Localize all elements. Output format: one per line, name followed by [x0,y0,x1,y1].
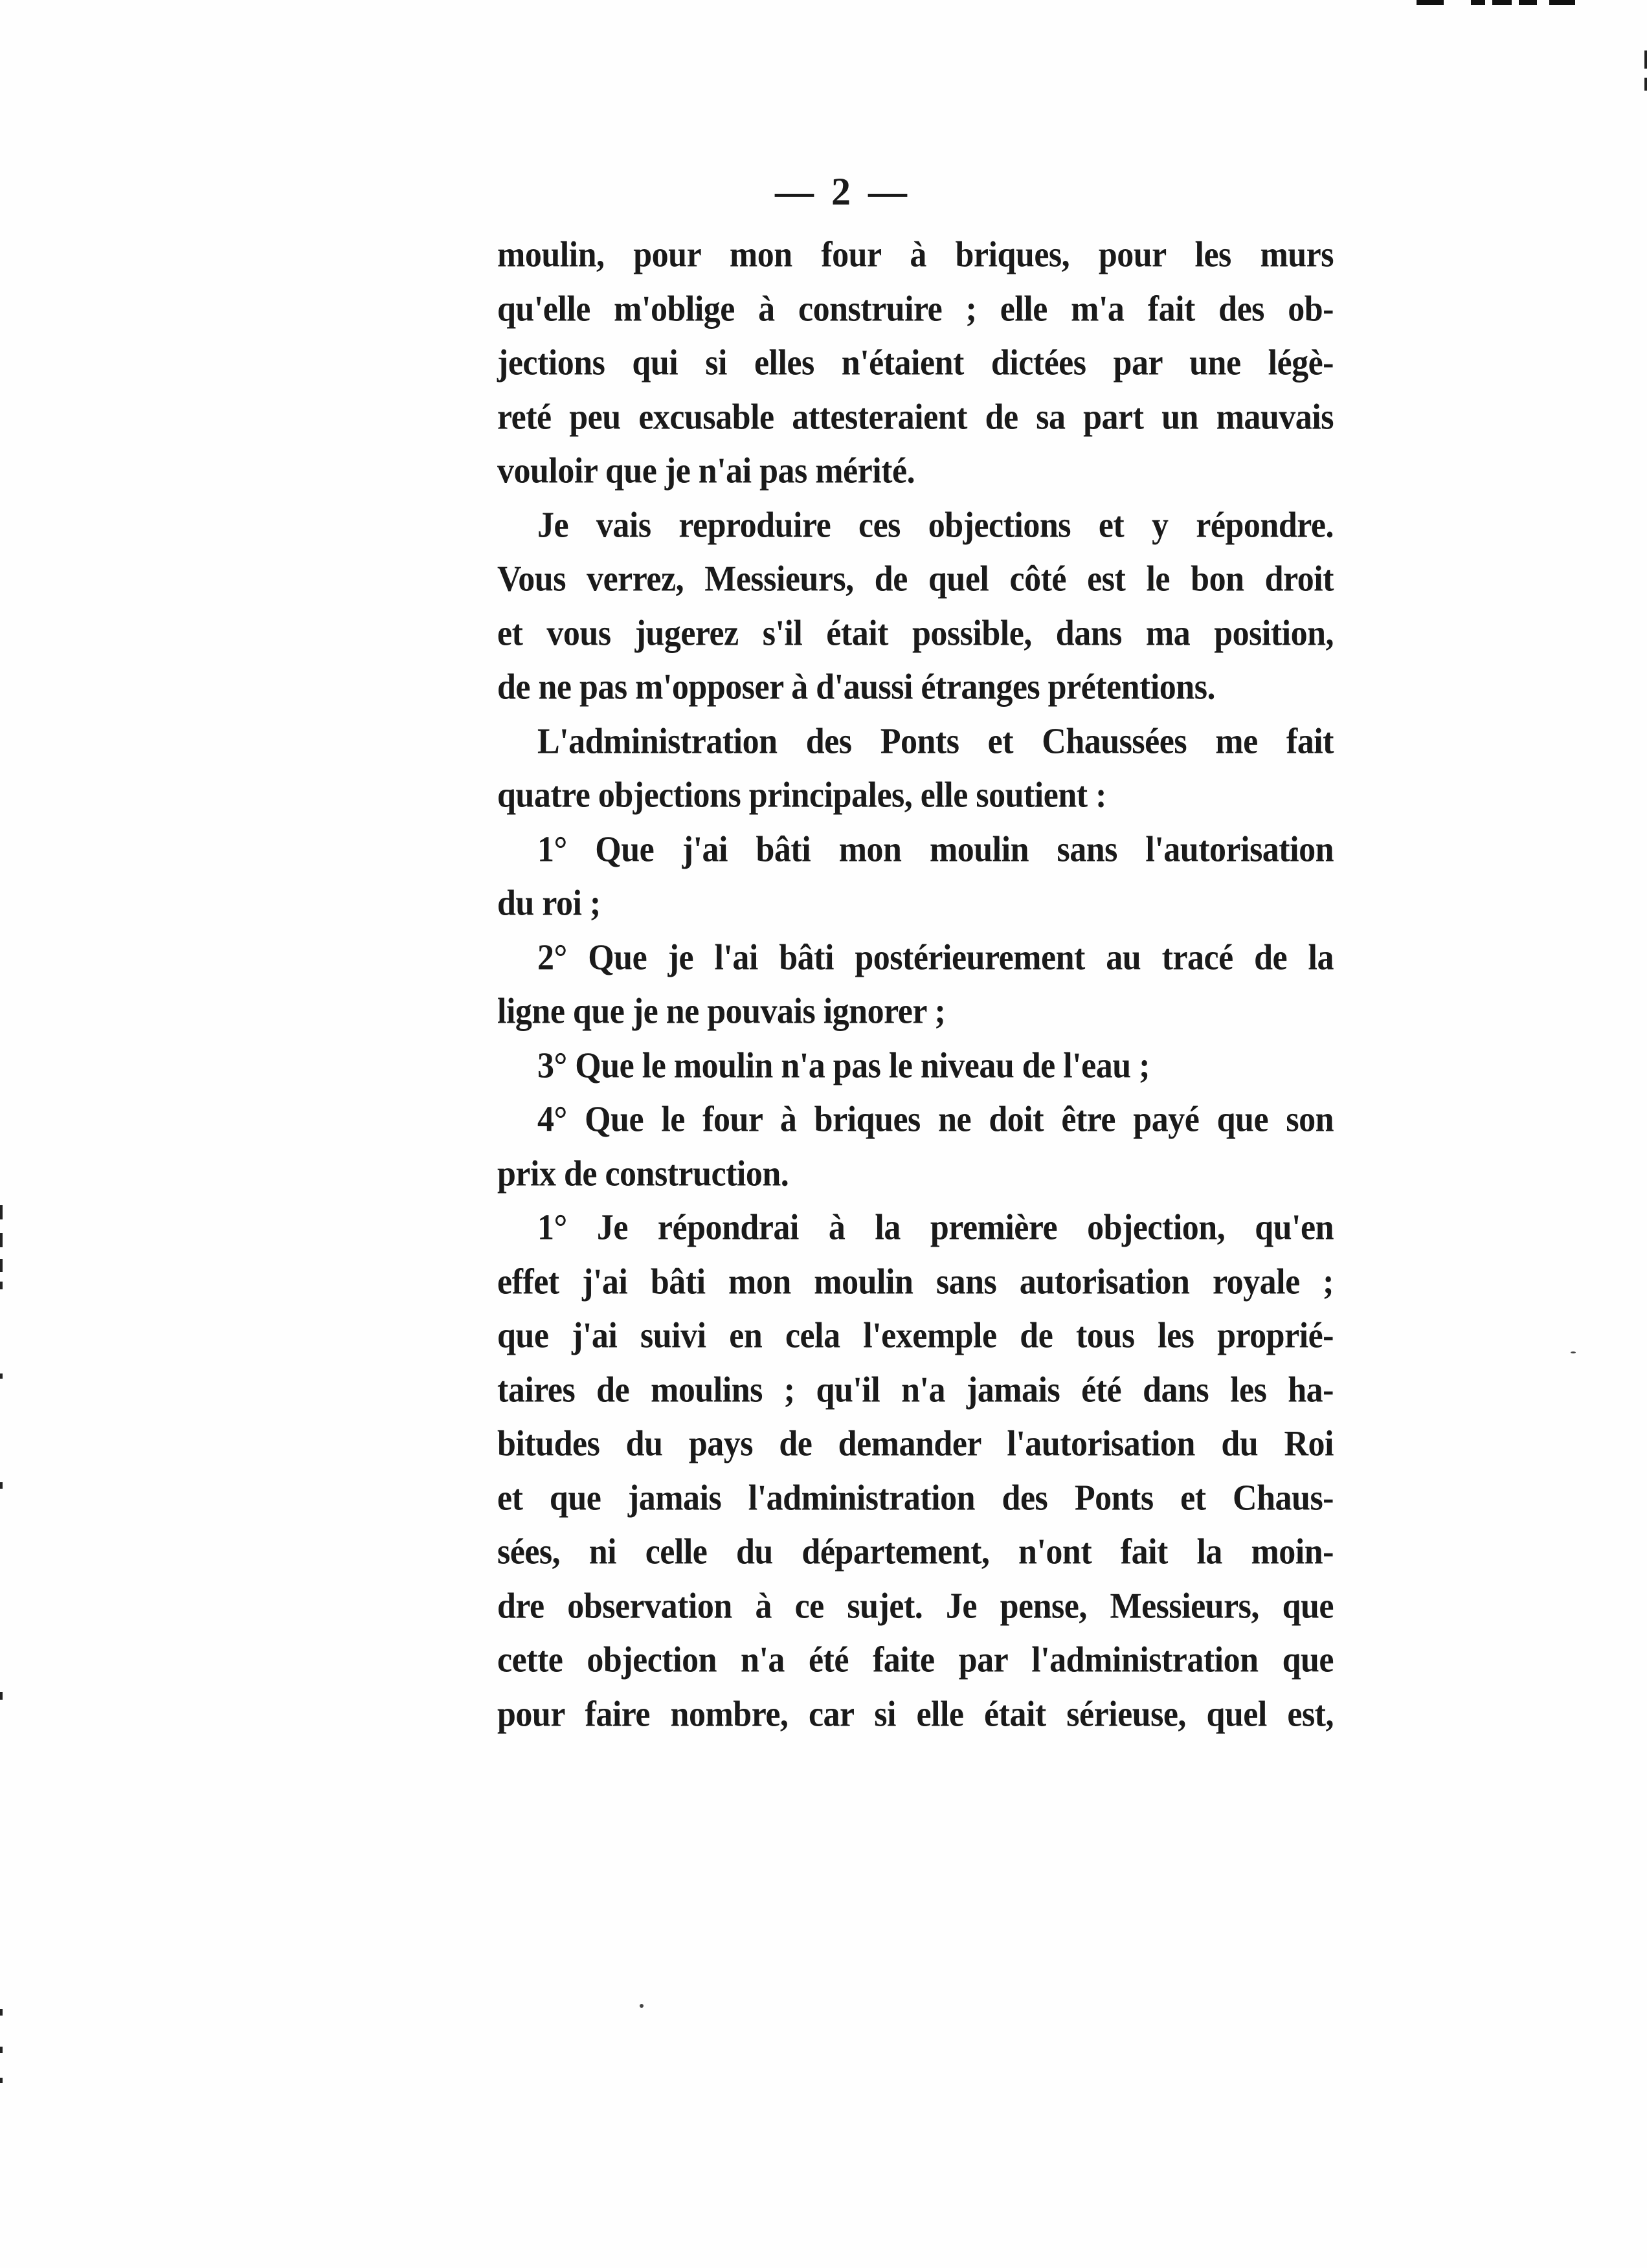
text-line: sées, ni celle du département, n'ont fait la moin- [497,1531,1334,1572]
text-line: ligne que je ne pouvais ignorer ; [497,991,946,1032]
scan-edge-mark [1644,50,1647,69]
scan-edge-mark [0,1259,3,1272]
scan-edge-mark [0,1482,3,1489]
text-line: reté peu excusable attesteraient de sa part un mauvais [497,397,1334,437]
page-number: — 2 — [775,170,911,213]
text-line: qu'elle m'oblige à construire ; elle m'a fait des ob- [497,289,1334,329]
text-line: 4° Que le four à briques ne doit être payé que son [537,1099,1334,1140]
scan-edge-mark [0,1233,3,1247]
scan-edge-mark [0,2047,3,2053]
scan-edge-mark [0,1205,3,1219]
text-line: 1° Que j'ai bâti mon moulin sans l'autorisation [537,829,1334,869]
scan-edge-mark [0,1692,3,1700]
text-line: vouloir que je n'ai pas mérité. [497,450,915,491]
scan-edge-mark [0,1282,3,1289]
text-line: Vous verrez, Messieurs, de quel côté est le bon droit [497,559,1334,599]
text-line: effet j'ai bâti mon moulin sans autorisation royale ; [497,1262,1334,1302]
text-line: bitudes du pays de demander l'autorisation du Roi [497,1423,1334,1464]
text-line: de ne pas m'opposer à d'aussi étranges prétentions. [497,667,1215,707]
text-line: Je vais reproduire ces objections et y répondre. [537,505,1334,545]
text-line: jections qui si elles n'étaient dictées par une légè- [497,342,1334,383]
text-line: 3° Que le moulin n'a pas le niveau de l'eau ; [537,1045,1150,1085]
scan-edge-mark [1549,0,1575,5]
text-line: dre observation à ce sujet. Je pense, Messieurs, que [497,1586,1334,1626]
text-line: pour faire nombre, car si elle était sérieuse, quel est, [497,1694,1334,1734]
text-line: 1° Je répondrai à la première objection, qu'en [537,1207,1334,1248]
text-line: et que jamais l'administration des Ponts et Chaus- [497,1478,1334,1518]
text-line: cette objection n'a été faite par l'administration que [497,1640,1334,1680]
text-line: moulin, pour mon four à briques, pour les murs [497,234,1334,275]
scan-edge-mark [1492,0,1512,5]
text-line: 2° Que je l'ai bâti postérieurement au tracé de la [537,937,1334,977]
text-line: quatre objections principales, elle soutient : [497,775,1106,816]
text-line: L'administration des Ponts et Chaussées me fait [537,721,1334,761]
scan-speck [640,2004,644,2008]
scan-edge-mark [1417,0,1444,5]
scan-edge-mark [0,1373,3,1379]
scan-speck [1571,1351,1576,1353]
text-line: que j'ai suivi en cela l'exemple de tous les proprié- [497,1315,1334,1356]
text-line: prix de construction. [497,1153,789,1194]
scan-edge-mark [0,2009,3,2016]
text-line: du roi ; [497,883,601,924]
scan-edge-mark [0,2078,3,2083]
scan-edge-mark [1471,0,1485,5]
scan-edge-mark [1644,78,1647,91]
body-text [497,228,1334,1741]
text-line: taires de moulins ; qu'il n'a jamais été dans les ha- [497,1370,1334,1410]
scan-edge-mark [1519,0,1537,5]
text-line: et vous jugerez s'il était possible, dans ma position, [497,613,1334,653]
